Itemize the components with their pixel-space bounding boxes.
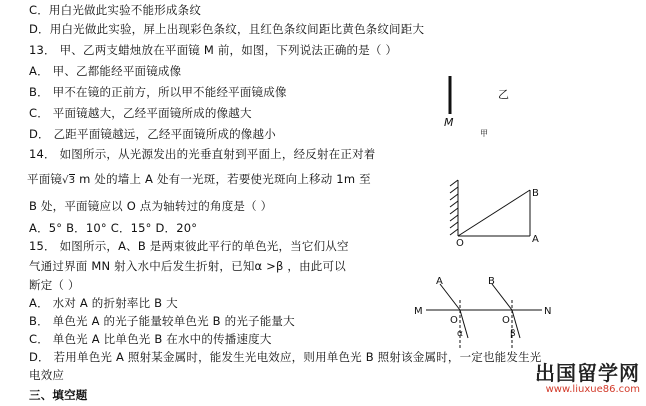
- question-15-end: 断定（ ）: [29, 278, 80, 292]
- point-o1-label: O: [450, 315, 458, 326]
- section-fill-in: 三、填空题: [29, 388, 88, 402]
- point-a-label: A: [532, 234, 539, 245]
- interface-m-label: M: [414, 306, 423, 317]
- watermark-url: www.liuxue86.com: [545, 384, 640, 395]
- option-13-a: A． 甲、乙都能经平面镜成像: [29, 64, 182, 78]
- beam-a-incident: [440, 284, 460, 310]
- reflected-ray: [458, 190, 530, 236]
- option-15-c: C． 单色光 A 比单色光 B 在水中的传播速度大: [29, 332, 272, 346]
- question-15: 15． 如图所示，A、B 是两束彼此平行的单色光，当它们从空: [29, 239, 349, 253]
- option-13-prev-d: D．用白光做此实验，屏上出现彩色条纹，且红色条纹间距比黄色条纹间距大: [29, 22, 425, 36]
- option-15-d-cont: 电效应: [29, 368, 65, 382]
- sqrt-radicand: 3: [68, 175, 76, 186]
- option-15-d: D． 若用单色光 A 照射某金属时，能发生光电效应，则用单色光 B 照射该金属时，一定也能发生光: [29, 350, 542, 364]
- wall-hatching: [450, 180, 458, 235]
- sqrt-symbol: √3: [62, 175, 76, 186]
- option-13-d: D． 乙距平面镜越远，乙经平面镜所成的像越小: [29, 127, 276, 141]
- question-15-cont: 气通过界面 MN 射入水中后发生折射，已知α >β ，由此可以: [29, 259, 346, 273]
- point-o2-label: O: [502, 315, 510, 326]
- option-13-b: B． 甲不在镜的正前方，所以甲不能经平面镜成像: [29, 85, 287, 99]
- question-13: 13． 甲、乙两支蜡烛放在平面镜 M 前，如图，下列说法正确的是（ ）: [29, 43, 398, 57]
- q14-rest: 处的墙上 A 处有一光斑，若要使光斑向上移动 1m 至: [90, 172, 371, 186]
- wall-mirror-figure: [438, 176, 558, 258]
- question-14-cont: [27, 172, 371, 188]
- point-o-label: O: [456, 238, 464, 249]
- point-b-label: B: [532, 188, 539, 199]
- option-15-b: B． 单色光 A 的光子能量较单色光 B 的光子能量大: [29, 314, 295, 328]
- refraction-figure: [410, 272, 560, 356]
- options-14: A．5° B．10° C．15° D．20°: [29, 221, 198, 235]
- candle-yi-label: 乙: [498, 88, 509, 101]
- interface-n-label: N: [544, 306, 552, 317]
- angle-alpha-label: α: [457, 329, 463, 339]
- option-15-a: A． 水对 A 的折射率比 B 大: [29, 296, 178, 310]
- question-14-ask: B 处，平面镜应以 O 点为轴转过的角度是（ ）: [29, 199, 273, 213]
- candle-jia-label: 甲: [480, 129, 488, 138]
- angle-beta-label: β: [510, 329, 516, 339]
- beam-b-label: B: [488, 276, 495, 287]
- mirror-label: M: [444, 116, 454, 129]
- option-13-prev-c: C．用白光做此实验不能形成条纹: [29, 3, 202, 17]
- beam-a-label: A: [436, 276, 443, 287]
- watermark: [510, 362, 640, 402]
- option-13-c: C． 平面镜越大，乙经平面镜所成的像越大: [29, 106, 252, 120]
- q14-prefix: 平面镜: [27, 172, 63, 186]
- beam-b-incident: [492, 284, 512, 310]
- candle-mirror-figure: [430, 70, 520, 140]
- watermark-title: 出国留学网: [535, 361, 640, 385]
- question-14: 14． 如图所示，从光源发出的光垂直射到平面上，经反射在正对着: [29, 147, 376, 161]
- q14-unit: m: [79, 172, 91, 186]
